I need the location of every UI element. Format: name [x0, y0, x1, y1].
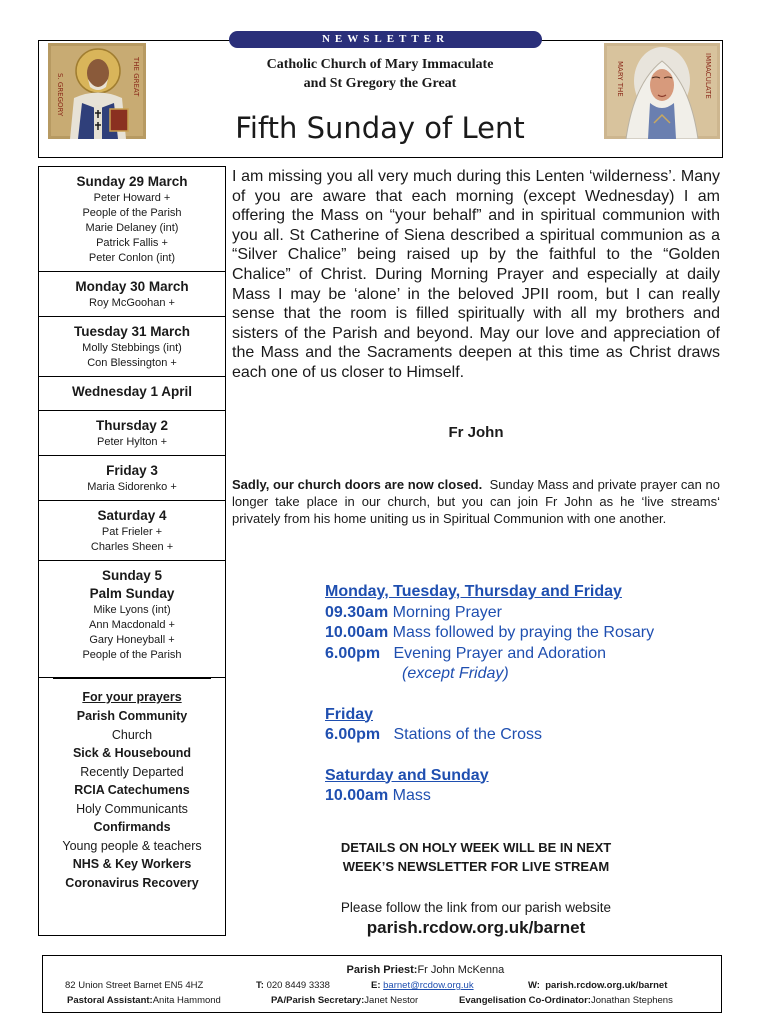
footer-email: E: barnet@rcdow.org.uk [371, 980, 474, 991]
schedule-note: (except Friday) [402, 665, 509, 682]
web-link[interactable]: parish.rcdow.org.uk/barnet [545, 980, 668, 991]
intention: Gary Honeyball + [89, 634, 175, 646]
schedule-desc: Morning Prayer [392, 603, 502, 621]
schedule-time: 10.00am [325, 787, 389, 804]
footer-pa: Pastoral Assistant: Anita Hammond [67, 995, 221, 1006]
schedule-desc: Evening Prayer and Adoration [393, 644, 607, 662]
day-subname: Palm Sunday [89, 586, 175, 601]
day-name: Monday 30 March [75, 279, 189, 294]
spacer [325, 685, 725, 705]
prayers-list [39, 679, 225, 892]
closure-notice [232, 476, 720, 527]
holy-week-notice [232, 838, 720, 876]
svg-text:S. GREGORY: S. GREGORY [56, 73, 64, 117]
schedule-time: 10.00am [325, 624, 389, 641]
newsletter-banner: NEWSLETTER [229, 31, 542, 48]
intention: Marie Delaney (int) [85, 222, 179, 234]
day-name: Friday 3 [106, 463, 158, 478]
schedule-entry [325, 725, 725, 746]
mary-immaculate-icon [604, 43, 720, 139]
day-block [39, 377, 225, 411]
pastoral-letter: I am missing you all very much during this Lenten ‘wilderness’. Many of you are aware that each morning (except Wednesday) I am offering the Mass on “your behalf” and in spiritual communion with you all. St Catherine of Siena described a spiritual communion as a “Silver Chalice” being raised up by the faithful to the “Golden Chalice” of Christ. During Morning Prayer and especially at daily Mass I may be ‘alone’ in the beloved JPII room, but I can really sense that the room is filled spiritually with all my brothers and sisters of the Parish and beyond. May our love and appreciation of the Mass and the Sacraments deepen at this time as Christ draws each one of us closer to Himself. [232, 168, 720, 381]
day-block [39, 411, 225, 456]
priest-label: Parish Priest: [346, 964, 418, 976]
schedule-time: 6.00pm [325, 726, 381, 743]
prayer-item: Coronavirus Recovery [65, 875, 199, 890]
letter-signoff: Fr John [448, 424, 504, 441]
prayer-item: Parish Community [76, 709, 188, 723]
day-name: Sunday 29 March [76, 174, 188, 189]
prayer-item: Sick & Housebound [72, 746, 192, 760]
schedule-desc: Mass [392, 787, 431, 804]
schedule-heading: Friday [325, 705, 374, 723]
day-block [39, 167, 225, 272]
mass-intentions-sidebar [38, 166, 226, 936]
livestream-schedule [325, 582, 725, 807]
day-name: Saturday 4 [97, 508, 167, 523]
intention: Peter Hylton + [96, 436, 167, 448]
church-name-line1: Catholic Church of Mary Immaculate [266, 57, 494, 72]
page-title: Fifth Sunday of Lent [235, 111, 525, 145]
day-name: Wednesday 1 April [71, 384, 193, 399]
schedule-heading: Saturday and Sunday [325, 766, 489, 784]
prayer-item: Young people & teachers [62, 838, 202, 853]
church-name [200, 55, 560, 93]
day-block [39, 272, 225, 317]
schedule-time: 6.00pm [325, 644, 381, 662]
intention: People of the Parish [82, 649, 182, 661]
svg-text:IMMACULATE: IMMACULATE [704, 53, 712, 99]
intention: Maria Sidorenko + [87, 481, 177, 493]
email-link[interactable]: barnet@rcdow.org.uk [383, 980, 474, 991]
prayer-item: Recently Departed [80, 764, 184, 779]
intention: Con Blessington + [87, 357, 177, 369]
schedule-entry [325, 623, 725, 644]
prayers-heading: For your prayers [82, 690, 182, 704]
day-name: Sunday 5 [101, 568, 163, 583]
schedule-entry [325, 644, 725, 665]
closure-notice-text: Sunday Mass and private prayer can no longer take place in our church, but you can join Fr John as he ‘live streams‘ privately from his home uniting us in Spiritual Communion with one another. [232, 477, 720, 526]
footer [42, 955, 722, 1013]
schedule-heading: Monday, Tuesday, Thursday and Friday [325, 583, 622, 600]
prayer-item: Holy Communicants [76, 801, 188, 816]
day-block [39, 317, 225, 377]
svg-text:MARY THE: MARY THE [616, 61, 624, 97]
st-gregory-icon [48, 43, 146, 139]
holy-week-line1: DETAILS ON HOLY WEEK WILL BE IN NEXT [340, 840, 612, 855]
intention: Mike Lyons (int) [93, 604, 171, 616]
intention: Peter Conlon (int) [88, 252, 176, 264]
day-block [39, 501, 225, 561]
day-name: Thursday 2 [95, 418, 169, 433]
schedule-desc: Stations of the Cross [393, 726, 542, 743]
prayer-item: RCIA Catechumens [74, 783, 190, 797]
footer-priest [43, 964, 721, 976]
closure-notice-lead: Sadly, our church doors are now closed. [232, 477, 483, 492]
footer-address: 82 Union Street Barnet EN5 4HZ [65, 980, 204, 991]
schedule-desc: Mass followed by praying the Rosary [392, 624, 655, 641]
day-name: Tuesday 31 March [73, 324, 191, 339]
intention: Peter Howard + [93, 192, 171, 204]
day-block [39, 561, 225, 678]
footer-tel: T: 020 8449 3338 [256, 980, 330, 991]
church-name-line2: and St Gregory the Great [303, 76, 457, 91]
priest-name: Fr John McKenna [417, 964, 505, 976]
footer-evangelisation: Evangelisation Co-Ordinator: Jonathan Stephens [459, 995, 673, 1006]
intention: Roy McGoohan + [89, 297, 175, 309]
intention: Charles Sheen + [90, 541, 174, 553]
schedule-time: 09.30am [325, 603, 389, 621]
schedule-entry [325, 603, 725, 624]
prayer-item: NHS & Key Workers [72, 857, 192, 871]
intention: Patrick Fallis + [96, 237, 168, 249]
prayer-item: Church [111, 727, 153, 742]
holy-week-line2: WEEK’S NEWSLETTER FOR LIVE STREAM [342, 859, 610, 874]
follow-text: Please follow the link from our parish website [340, 900, 612, 915]
intention: Pat Frieler + [101, 526, 163, 538]
svg-text:THE GREAT: THE GREAT [132, 57, 140, 97]
spacer [325, 746, 725, 766]
intention: Molly Stebbings (int) [82, 342, 182, 354]
intention: Ann Macdonald + [89, 619, 175, 631]
prayer-item: Confirmands [93, 820, 171, 834]
parish-website-link[interactable]: parish.rcdow.org.uk/barnet [366, 918, 586, 937]
day-block [39, 456, 225, 501]
footer-secretary: PA/Parish Secretary: Janet Nestor [271, 995, 419, 1006]
intention: People of the Parish [82, 207, 182, 219]
footer-web: W: parish.rcdow.org.uk/barnet [528, 980, 668, 991]
schedule-entry [325, 786, 725, 807]
